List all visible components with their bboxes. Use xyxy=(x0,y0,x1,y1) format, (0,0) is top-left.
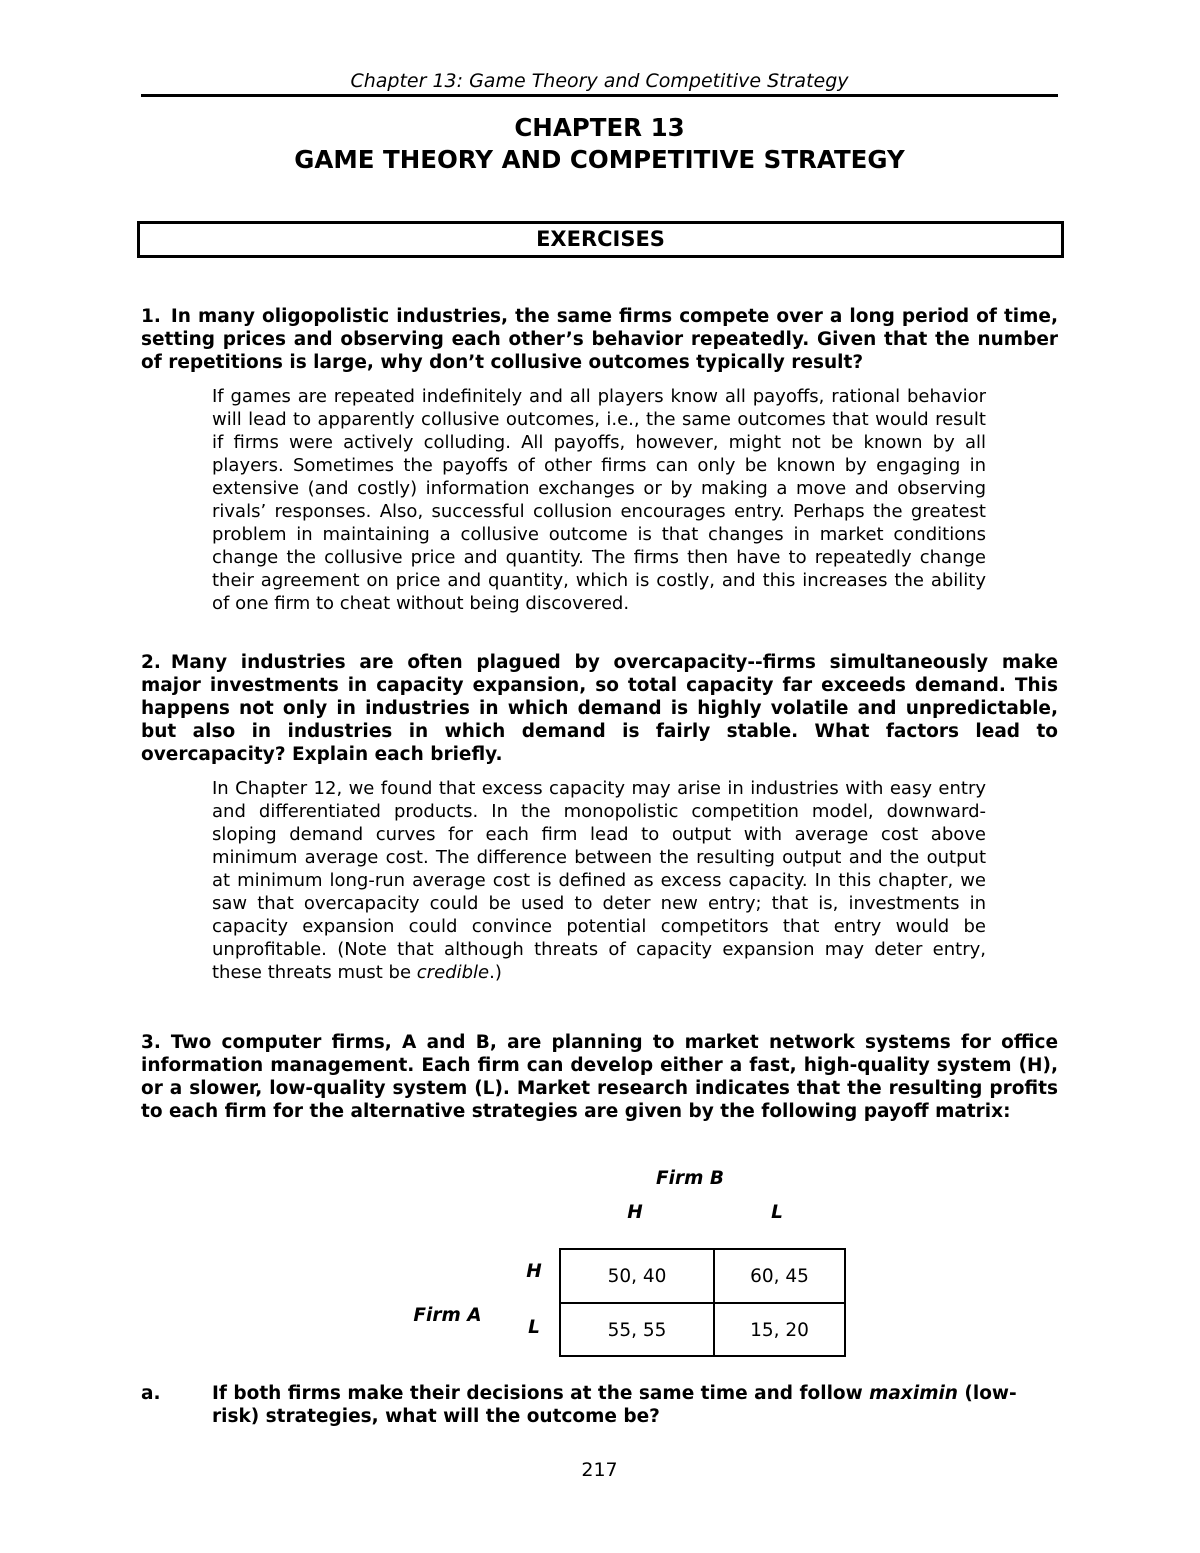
answer-2 xyxy=(212,777,986,984)
row-label-h: H xyxy=(526,1261,542,1282)
question-number: 3. xyxy=(141,1032,161,1053)
running-header: Chapter 13: Game Theory and Competitive Strategy xyxy=(350,70,849,92)
question-number: 2. xyxy=(141,652,161,673)
payoff-cell-hl: 60, 45 xyxy=(750,1266,809,1287)
subquestion-text-after: (low-risk) strategies, what will the outcome be? xyxy=(212,1383,1017,1427)
chapter-label: CHAPTER 13 xyxy=(514,113,685,142)
subquestion-emphasis: maximin xyxy=(869,1383,958,1404)
chapter-name: GAME THEORY AND COMPETITIVE STRATEGY xyxy=(294,145,905,174)
answer-text-end: .) xyxy=(489,962,502,983)
question-text: In many oligopolistic industries, the same firms compete over a long period of time, setting prices and observing each other’s behavior repeatedly. Given that the number of repetitions is large, why don’t collusive outcomes typically result? xyxy=(141,306,1058,373)
question-number: 1. xyxy=(141,306,161,327)
column-label-l: L xyxy=(771,1202,783,1223)
question-2 xyxy=(141,651,1058,766)
question-1 xyxy=(141,305,1058,374)
answer-1: If games are repeated indefinitely and all players know all payoffs, rational behavior will lead to apparently collusive outcomes, i.e., the same outcomes that would result if firms were actively colluding. All payoffs, however, might not be known by all players. Sometimes the payoffs of other firms can only be known by engaging in extensive (and costly) information exchanges or by making a move and observing rivals’ responses. Also, successful collusion encourages entry. Perhaps the greatest problem in maintaining a collusive outcome is that changes in market conditions change the collusive price and quantity. The firms then have to repeatedly change their agreement on price and quantity, which is costly, and this increases the ability of one firm to cheat without being discovered. xyxy=(212,386,986,614)
answer-emphasis: credible xyxy=(416,962,490,983)
question-text: Many industries are often plagued by overcapacity--firms simultaneously make major investments in capacity expansion, so total capacity far exceeds demand. This happens not only in industries in which demand is highly volatile and unpredictable, but also in industries in which demand is fairly stable. What factors lead to overcapacity? Explain each briefly. xyxy=(141,652,1058,765)
exercises-heading: EXERCISES xyxy=(137,221,1064,258)
header-rule xyxy=(141,94,1058,97)
question-3 xyxy=(141,1031,1058,1123)
subquestion-text xyxy=(212,1382,1058,1428)
page-number: 217 xyxy=(581,1459,618,1481)
column-label-h: H xyxy=(627,1202,643,1223)
answer-text: In Chapter 12, we found that excess capacity may arise in industries with easy entry and differentiated products. In the monopolistic competition model, downward-sloping demand curves for each firm lead to output with average cost above minimum average cost. The difference between the resulting output and the output at minimum long-run average cost is defined as excess capacity. In this chapter, we saw that overcapacity could be used to deter new entry; that is, investments in capacity expansion could convince potential competitors that entry would be unprofitable. (Note that although threats of capacity expansion may deter entry, these threats must be xyxy=(212,778,986,983)
payoff-cell-ll: 15, 20 xyxy=(750,1320,809,1341)
row-player-label: Firm A xyxy=(413,1305,482,1326)
payoff-cell-lh: 55, 55 xyxy=(607,1320,667,1341)
question-text: Two computer firms, A and B, are planning to market network systems for office information management. Each firm can develop either a fast, high-quality system (H), or a slower, low-quality system (L). Market research indicates that the resulting profits to each firm for the alternative strategies are given by the following payoff matrix: xyxy=(141,1032,1058,1122)
chapter-title xyxy=(141,112,1058,176)
payoff-cell-hh: 50, 40 xyxy=(607,1266,667,1287)
subquestion-text-before: If both firms make their decisions at the same time and follow xyxy=(212,1383,870,1404)
column-player-label: Firm B xyxy=(656,1168,724,1189)
row-label-l: L xyxy=(528,1317,540,1338)
payoff-matrix xyxy=(559,1248,846,1357)
subquestion-letter: a. xyxy=(141,1383,161,1404)
